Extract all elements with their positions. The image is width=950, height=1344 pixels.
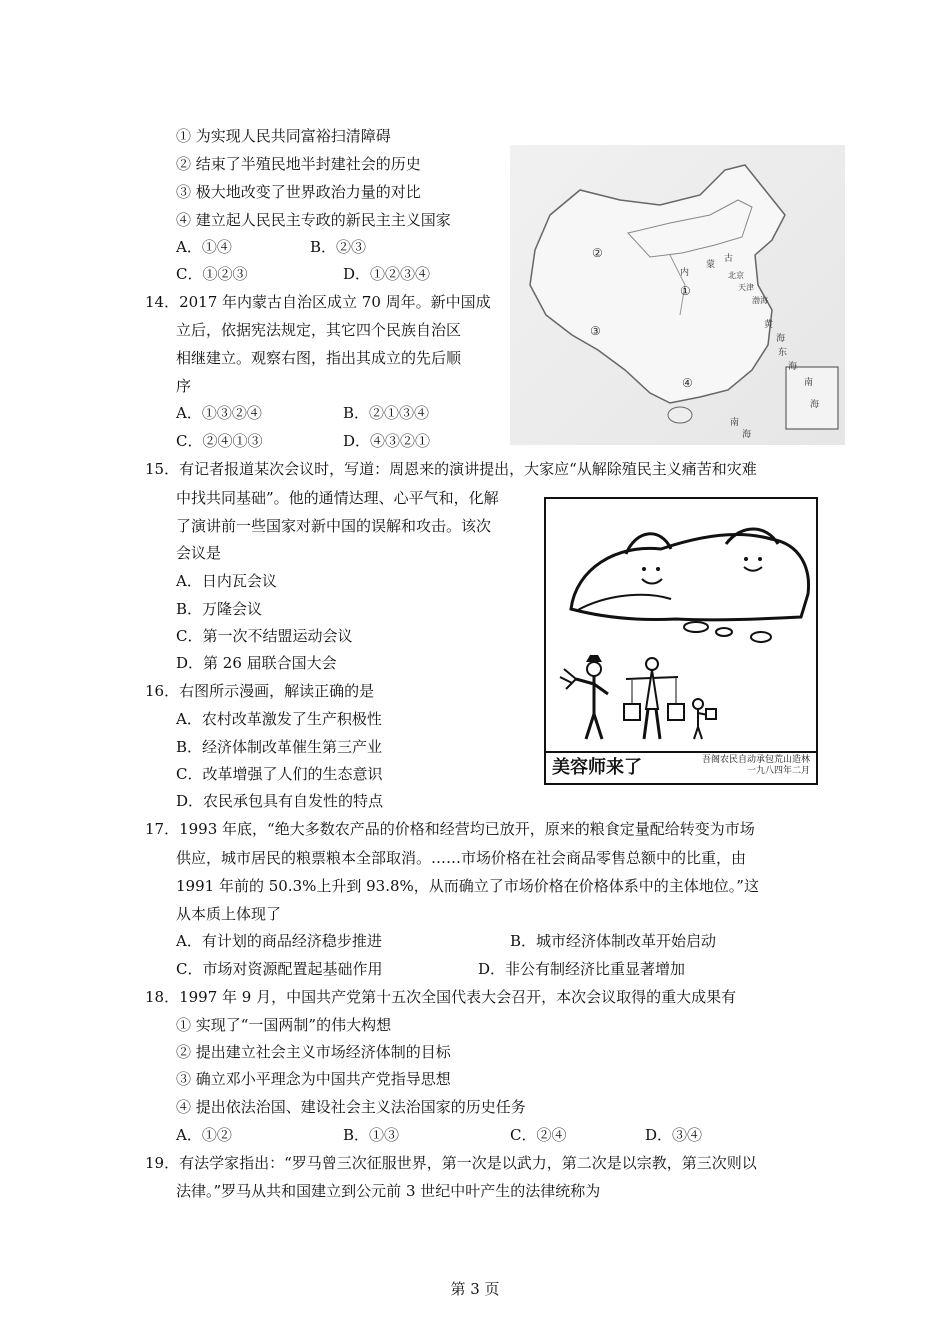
q17-stem-line-4: 从本质上体现了 xyxy=(176,905,282,923)
q15-stem-line-2: 中找共同基础”。他的通情达理、心平气和，化解 xyxy=(176,489,499,507)
q14-option-d: D．④③②① xyxy=(343,432,431,450)
map-label-huang: 黄 xyxy=(764,320,774,330)
q18-option-a: A．①② xyxy=(176,1126,232,1144)
q15-option-d: D．第 26 届联合国大会 xyxy=(176,654,337,672)
china-map-drawing xyxy=(510,145,845,445)
q17-option-b: B．城市经济体制改革开始启动 xyxy=(510,932,717,950)
q17-stem-line-2: 供应，城市居民的粮票粮本全部取消。……市场价格在社会商品零售总额中的比重，由 xyxy=(176,849,747,867)
q17-option-c: C．市场对资源配置起基础作用 xyxy=(176,960,383,978)
q15-stem-line-1: 15．有记者报道某次会议时，写道：周恩来的演讲提出，大家应“从解除殖民主义痛苦和灾难 xyxy=(145,460,757,478)
q13-option-a: A．①④ xyxy=(176,238,232,256)
map-label-beijing: 北京 xyxy=(728,271,744,280)
map-label-nan: 南 xyxy=(730,418,740,428)
q16-option-c: C．改革增强了人们的生态意识 xyxy=(176,765,383,783)
page-number: 第 3 页 xyxy=(450,1280,500,1298)
q14-option-a: A．①③②④ xyxy=(176,404,262,422)
q18-option-c: C．②④ xyxy=(510,1126,567,1144)
map-label-hai-3: 海 xyxy=(742,430,752,440)
q18-item-4: ④ 提出依法治国、建设社会主义法治国家的历史任务 xyxy=(176,1098,526,1116)
q14-stem-line-2: 立后，依据宪法规定，其它四个民族自治区 xyxy=(176,321,462,339)
q13-item-3: ③ 极大地改变了世界政治力量的对比 xyxy=(176,183,421,201)
map-label-hai-2: 海 xyxy=(788,362,798,372)
map-inset-label-hai: 海 xyxy=(810,400,820,410)
map-label-hai-1: 海 xyxy=(776,334,786,344)
q13-item-2: ② 结束了半殖民地半封建社会的历史 xyxy=(176,155,421,173)
q14-option-b: B．②①③④ xyxy=(343,404,430,422)
map-marker-4: ④ xyxy=(682,376,693,390)
q17-stem-line-1: 17．1993 年底，“绝大多数农产品的价格和经营均已放开，原来的粮食定量配给转变为市场 xyxy=(145,820,755,838)
china-map-figure xyxy=(510,145,845,445)
cartoon-note xyxy=(702,755,810,777)
q18-stem: 18．1997 年 9 月，中国共产党第十五次全国代表大会召开，本次会议取得的重大成果有 xyxy=(145,988,737,1006)
q16-option-d: D．农民承包具有自发性的特点 xyxy=(176,792,384,810)
q14-stem-line-1: 14．2017 年内蒙古自治区成立 70 周年。新中国成 xyxy=(145,293,491,311)
q17-stem-line-3: 1991 年前的 50.3%上升到 93.8%，从而确立了市场价格在价格体系中的主体地位。”这 xyxy=(176,877,759,895)
q18-item-2: ② 提出建立社会主义市场经济体制的目标 xyxy=(176,1043,451,1061)
q17-option-a: A．有计划的商品经济稳步推进 xyxy=(176,932,382,950)
q19-stem-line-1: 19．有法学家指出：“罗马曾三次征服世界，第一次是以武力，第二次是以宗教，第三次则以 xyxy=(145,1154,757,1172)
q18-item-3: ③ 确立邓小平理念为中国共产党指导思想 xyxy=(176,1070,451,1088)
q16-stem: 16．右图所示漫画，解读正确的是 xyxy=(145,682,375,700)
map-marker-2: ② xyxy=(592,246,603,260)
q13-option-d: D．①②③④ xyxy=(343,265,431,283)
map-marker-3: ③ xyxy=(590,324,601,338)
q13-item-1: ① 为实现人民共同富裕扫清障碍 xyxy=(176,127,391,145)
map-label-nei: 内 xyxy=(680,268,690,278)
map-label-bohai: 渤海 xyxy=(752,296,768,305)
q18-option-b: B．①③ xyxy=(343,1126,400,1144)
q15-option-a: A．日内瓦会议 xyxy=(176,572,277,590)
cartoon-figure xyxy=(544,497,818,785)
q19-stem-line-2: 法律。”罗马从共和国建立到公元前 3 世纪中叶产生的法律统称为 xyxy=(176,1182,601,1200)
q13-option-c: C．①②③ xyxy=(176,265,248,283)
cartoon-drawing xyxy=(546,499,816,749)
q16-option-b: B．经济体制改革催生第三产业 xyxy=(176,738,383,756)
cartoon-title: 美容师来了 xyxy=(552,757,642,778)
q17-option-d: D．非公有制经济比重显著增加 xyxy=(478,960,686,978)
q15-stem-line-4: 会议是 xyxy=(176,544,222,562)
map-label-gu: 古 xyxy=(724,254,734,264)
q14-stem-line-3: 相继建立。观察右图，指出其成立的先后顺 xyxy=(176,349,462,367)
cartoon-note-line-2: 一九八四年二月 xyxy=(746,766,810,776)
map-marker-1: ① xyxy=(680,284,691,298)
q13-item-4: ④ 建立起人民民主专政的新民主主义国家 xyxy=(176,211,451,229)
map-label-dong: 东 xyxy=(778,348,788,358)
q15-option-b: B．万隆会议 xyxy=(176,600,263,618)
q15-stem-line-3: 了演讲前一些国家对新中国的误解和攻击。该次 xyxy=(176,517,492,535)
q13-option-b: B．②③ xyxy=(310,238,367,256)
q18-option-d: D．③④ xyxy=(645,1126,703,1144)
cartoon-note-line-1: 吾阁农民自动承包荒山造林 xyxy=(701,755,810,765)
q16-option-a: A．农村改革激发了生产积极性 xyxy=(176,710,382,728)
map-label-tianjin: 天津 xyxy=(738,283,754,292)
q14-stem-line-4: 序 xyxy=(176,377,192,395)
q14-option-c: C．②④①③ xyxy=(176,432,263,450)
q18-item-1: ① 实现了“一国两制”的伟大构想 xyxy=(176,1016,392,1034)
map-inset-label-nan: 南 xyxy=(804,378,814,388)
map-label-meng: 蒙 xyxy=(706,260,716,270)
q15-option-c: C．第一次不结盟运动会议 xyxy=(176,627,353,645)
